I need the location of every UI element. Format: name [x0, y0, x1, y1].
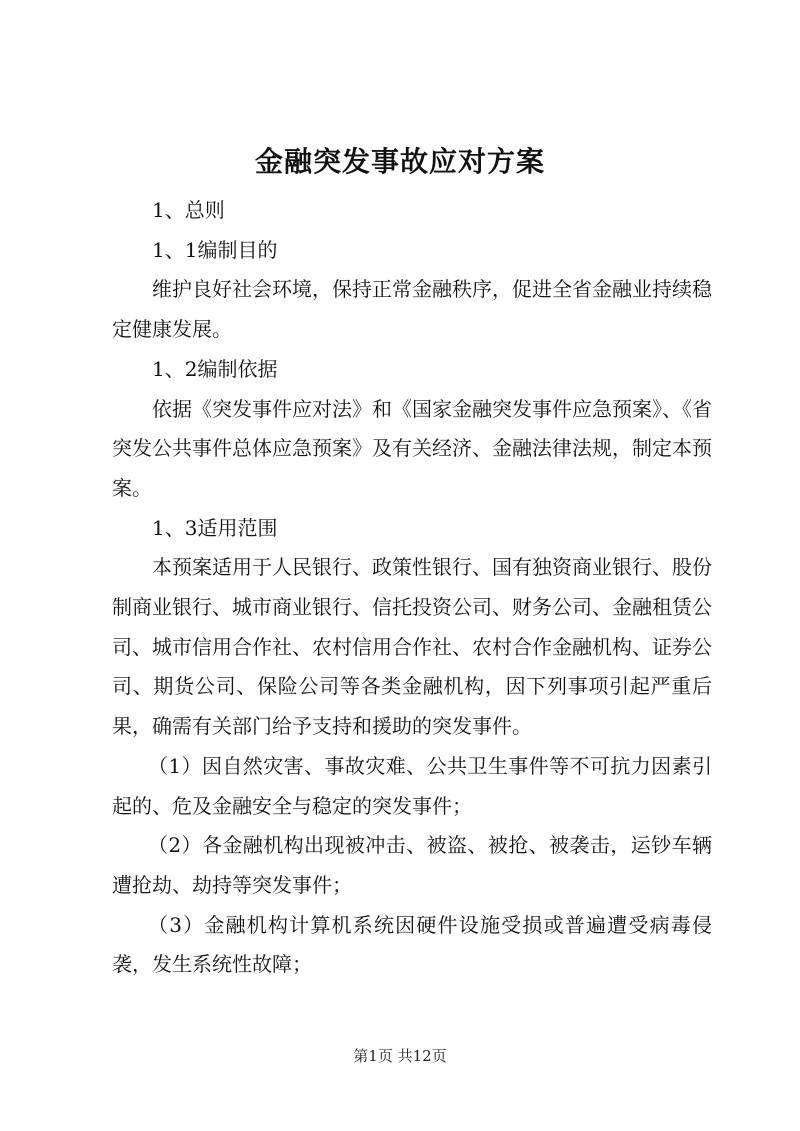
paragraph-basis: 依据《突发事件应对法》和《国家金融突发事件应急预案》、《省突发公共事件总体应急预案》及有关经济、金融法律法规，制定本预案。	[112, 396, 712, 500]
list-item-1: （1）因自然灾害、事故灾难、公共卫生事件等不可抗力因素引起的、危及金融安全与稳定的突发事件；	[112, 753, 712, 818]
list-item-2: （2）各金融机构出现被冲击、被盗、被抢、被袭击，运钞车辆遭抢劫、劫持等突发事件；	[112, 833, 712, 897]
document-body	[112, 191, 712, 985]
section-heading-general: 1、总则	[152, 198, 225, 222]
document-title: 金融突发事故应对方案	[254, 145, 545, 178]
section-heading-purpose: 1、1编制目的	[152, 237, 278, 262]
section-heading-basis: 1、2编制依据	[152, 356, 278, 381]
list-item-3: （3）金融机构计算机系统因硬件设施受损或普遍遭受病毒侵袭，发生系统性故障；	[112, 912, 712, 977]
section-heading-scope: 1、3适用范围	[152, 515, 278, 540]
paragraph-scope: 本预案适用于人民银行、政策性银行、国有独资商业银行、股份制商业银行、城市商业银行、信托投资公司、财务公司、金融租赁公司、城市信用合作社、农村信用合作社、农村合作金融机构、证券公司、期货公司、保险公司等各类金融机构，因下列事项引起严重后果，确需有关部门给予支持和援助的突发事件。	[112, 555, 712, 739]
paragraph-purpose: 维护良好社会环境，保持正常金融秩序，促进全省金融业持续稳定健康发展。	[112, 277, 712, 342]
page-number: 第1页 共12页	[353, 1047, 447, 1065]
page-footer	[0, 1046, 800, 1066]
